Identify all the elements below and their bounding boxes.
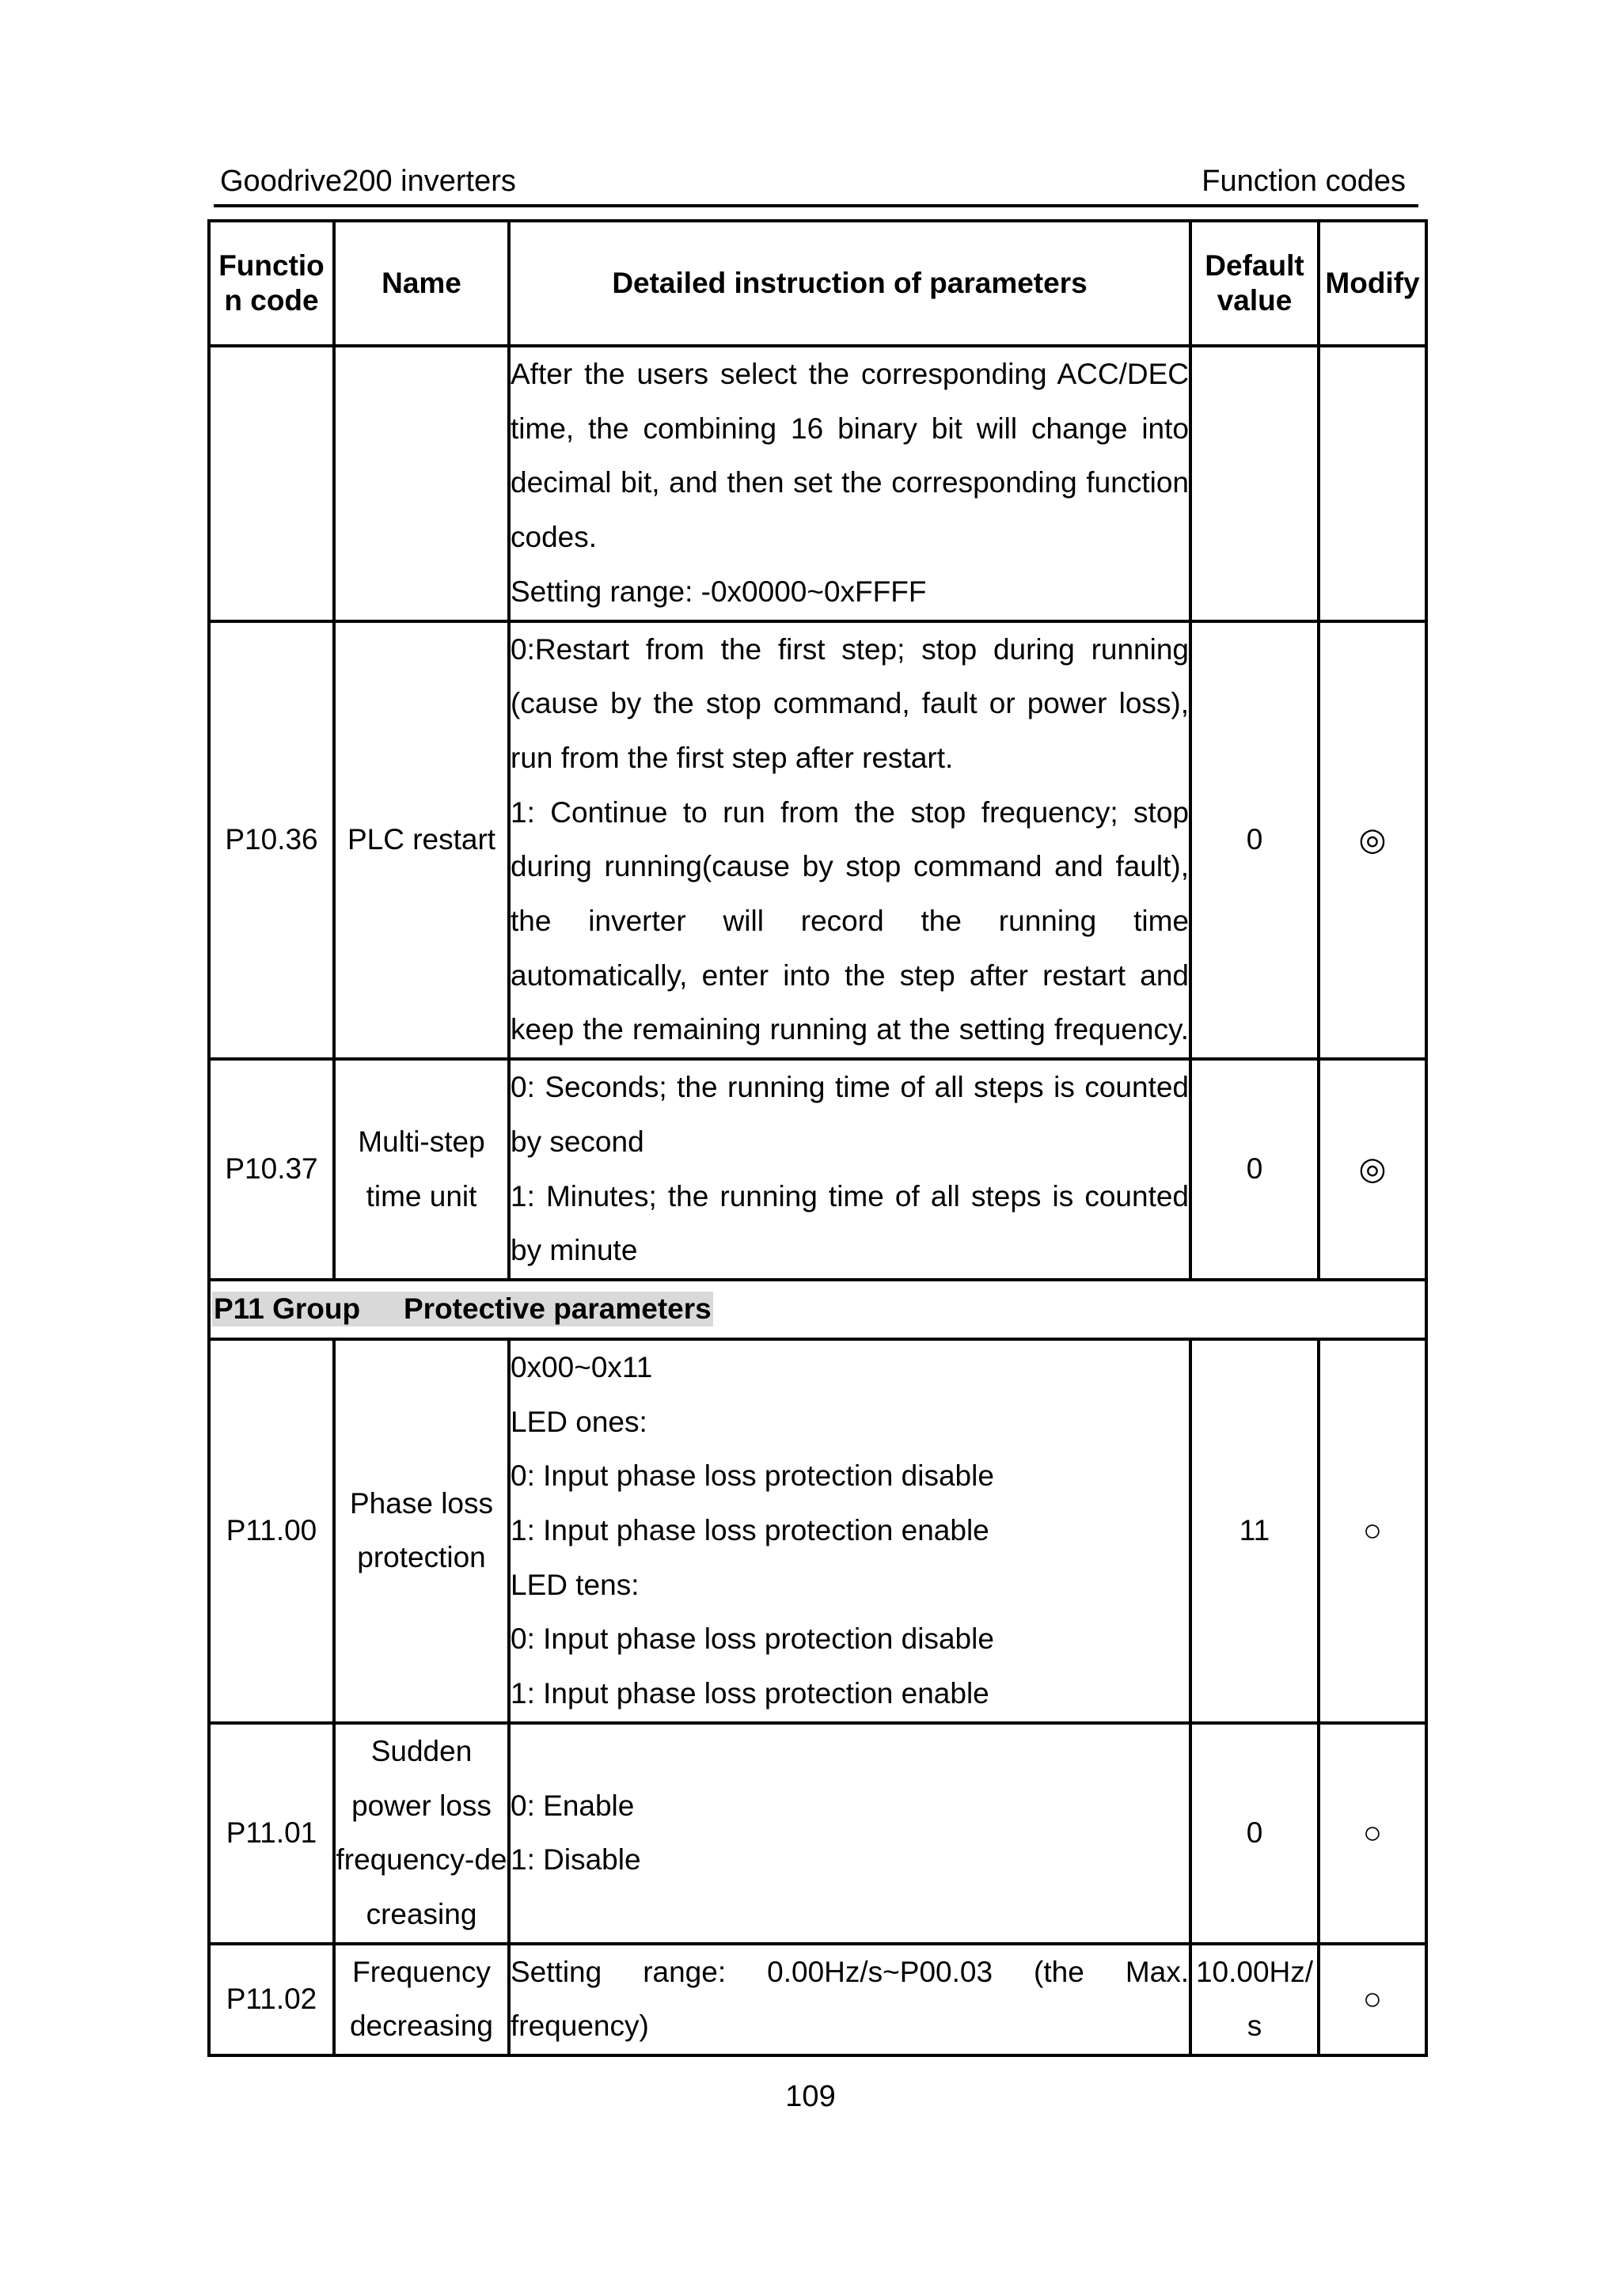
table-row <box>209 1723 1426 1944</box>
function-code: P10.36 <box>209 621 334 1060</box>
group-header <box>209 1280 1426 1339</box>
modify-symbol: ◎ <box>1319 621 1426 1060</box>
table-header-row <box>209 221 1426 346</box>
col-header-name: Name <box>334 221 509 346</box>
parameter-description: 0: Seconds; the running time of all steps is counted by second 1: Minutes; the running time of all steps is counted by minute <box>509 1059 1190 1280</box>
parameter-name: Sudden power loss frequency-de creasing <box>334 1723 509 1944</box>
parameter-table <box>207 219 1428 2057</box>
default-value: 0 <box>1190 1723 1319 1944</box>
parameter-name <box>334 346 509 621</box>
function-code <box>209 346 334 621</box>
function-code: P11.00 <box>209 1339 334 1723</box>
page-number: 109 <box>785 2080 836 2113</box>
modify-symbol <box>1319 346 1426 621</box>
parameter-name: Multi-step time unit <box>334 1059 509 1280</box>
parameter-name: Phase loss protection <box>334 1339 509 1723</box>
col-header-detail: Detailed instruction of parameters <box>509 221 1190 346</box>
parameter-description: 0:Restart from the first step; stop during running (cause by the stop command, fault or power loss), run from the first step after restart. 1: Continue to run from the stop frequency; stop during running(cause by stop command and fault), the inverter will record the running time automatically, enter into the step after restart and keep the remaining running at the setting frequency. <box>509 621 1190 1060</box>
modify-symbol: ◎ <box>1319 1059 1426 1280</box>
function-code: P11.02 <box>209 1944 334 2055</box>
group-label <box>212 1292 713 1326</box>
table-row <box>209 346 1426 621</box>
modify-symbol: ○ <box>1319 1944 1426 2055</box>
group-header-row <box>209 1280 1426 1339</box>
modify-symbol: ○ <box>1319 1723 1426 1944</box>
parameter-description: After the users select the corresponding ACC/DEC time, the combining 16 binary bit will change into decimal bit, and then set the corresponding function codes. Setting range: -0x0000~0xFFFF <box>509 346 1190 621</box>
col-header-default: Default value <box>1190 221 1319 346</box>
header-rule <box>214 204 1418 207</box>
table-row <box>209 1944 1426 2055</box>
group-id: P11 Group <box>214 1292 361 1326</box>
default-value: 11 <box>1190 1339 1319 1723</box>
default-value: 0 <box>1190 621 1319 1060</box>
function-code: P11.01 <box>209 1723 334 1944</box>
default-value: 0 <box>1190 1059 1319 1280</box>
group-title: Protective parameters <box>404 1292 712 1326</box>
modify-symbol: ○ <box>1319 1339 1426 1723</box>
parameter-description: Setting range: 0.00Hz/s~P00.03 (the Max. frequency) <box>509 1944 1190 2055</box>
col-header-modify: Modify <box>1319 221 1426 346</box>
table-row <box>209 621 1426 1060</box>
table-row <box>209 1059 1426 1280</box>
parameter-description: 0x00~0x11 LED ones: 0: Input phase loss protection disable 1: Input phase loss protection enable LED tens: 0: Input phase loss protection disable 1: Input phase loss protection enable <box>509 1339 1190 1723</box>
running-header-right: Function codes <box>1202 165 1406 198</box>
function-code: P10.37 <box>209 1059 334 1280</box>
parameter-name: Frequency decreasing <box>334 1944 509 2055</box>
default-value <box>1190 346 1319 621</box>
default-value: 10.00Hz/ s <box>1190 1944 1319 2055</box>
parameter-name: PLC restart <box>334 621 509 1060</box>
parameter-description: 0: Enable 1: Disable <box>509 1723 1190 1944</box>
table-row <box>209 1339 1426 1723</box>
running-header-left: Goodrive200 inverters <box>220 165 516 198</box>
col-header-function-code: Functio n code <box>209 221 334 346</box>
